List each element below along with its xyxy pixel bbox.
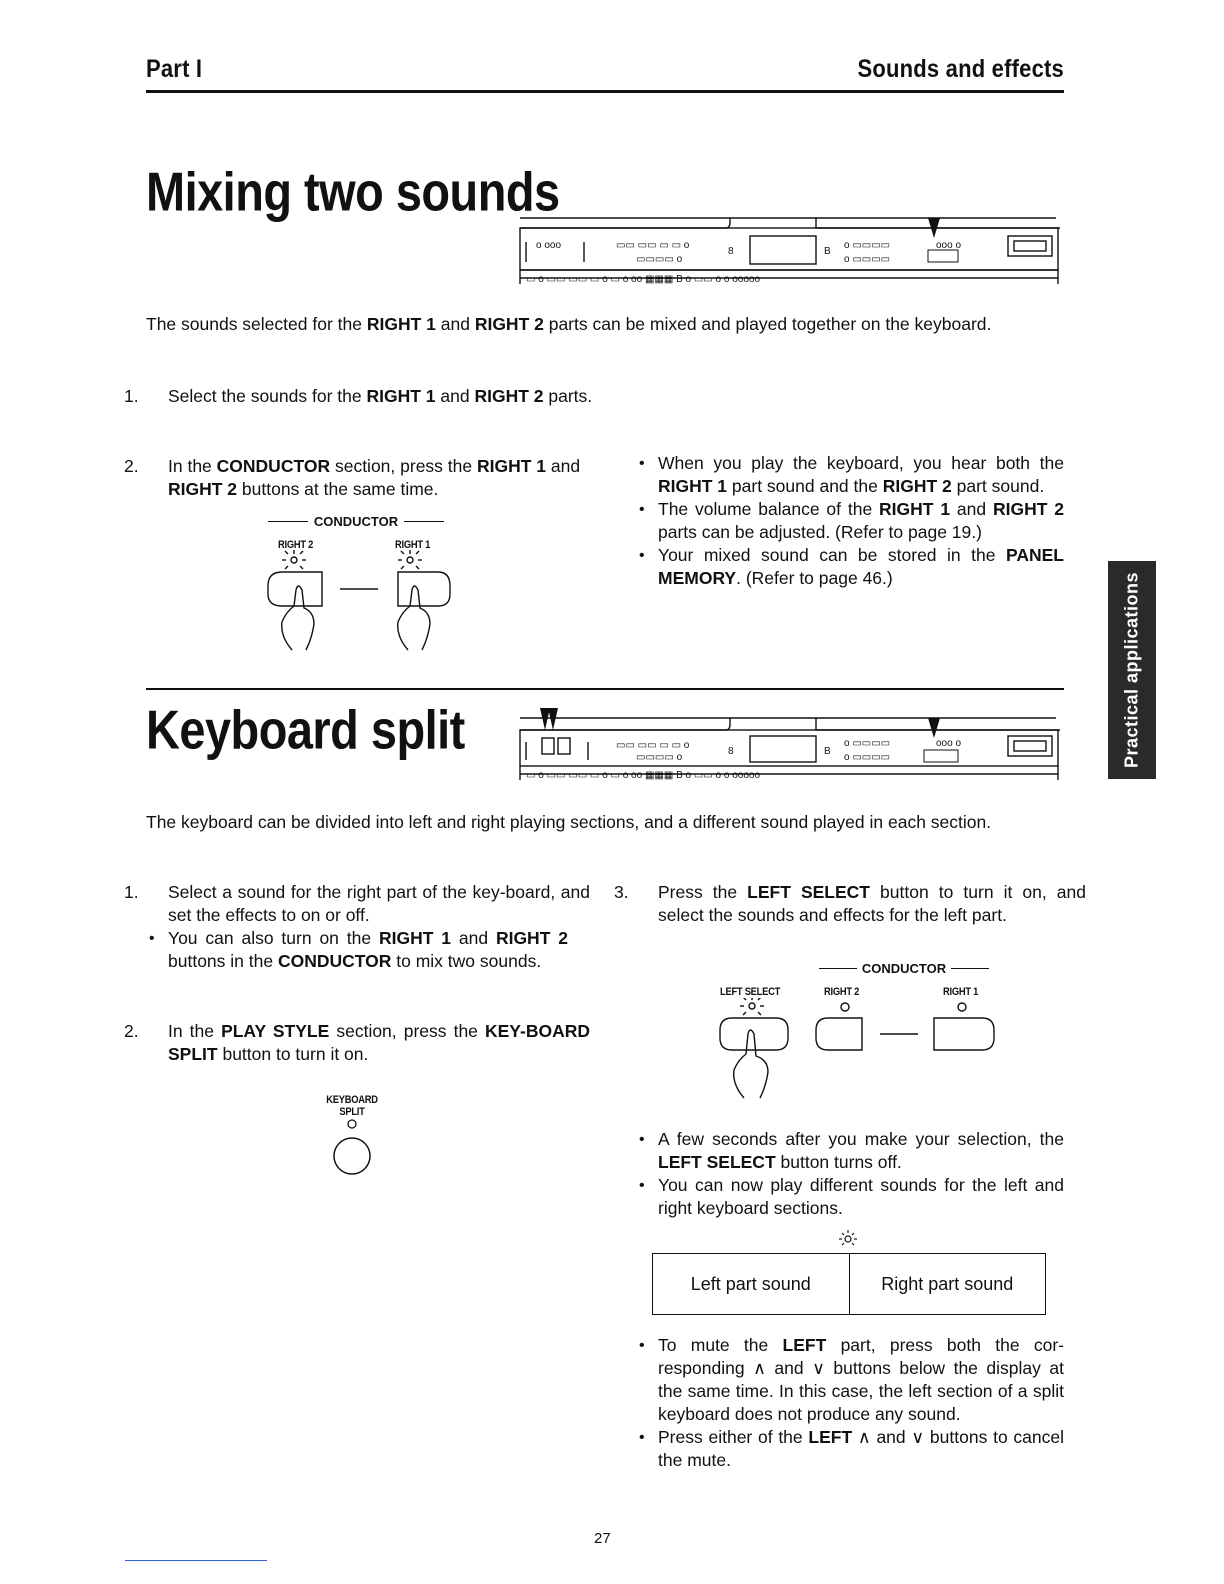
step-number: 2.: [124, 456, 139, 476]
svg-text:▭ o ▭▭ ▭▭ ▭ o ▭ o oo ▦▦: ▭ o ▭▭ ▭▭ ▭ o ▭ o oo ▦▦▦ B o ▭▭ o o ooooo: [526, 770, 761, 780]
note-bold: LEFT SELECT: [658, 1152, 776, 1172]
note-bold: LEFT: [782, 1335, 827, 1355]
split-note: [636, 1128, 1064, 1174]
split-step-2: [124, 1020, 590, 1066]
right-part-cell: Right part sound: [849, 1254, 1046, 1314]
split-note: [146, 927, 568, 973]
step-text: section, press the: [329, 1021, 485, 1041]
note-text: buttons in the: [168, 951, 278, 971]
mixing-intro-text-1: The sounds selected for the: [146, 314, 367, 334]
svg-text:o ▭▭▭▭: o ▭▭▭▭: [844, 752, 891, 763]
note-text: and: [451, 928, 496, 948]
mixing-intro-bold-2: RIGHT 2: [474, 314, 544, 334]
light-on-icon: [282, 550, 306, 569]
press-left-select-graphic: [712, 998, 1002, 1102]
step-text: section, press the: [330, 456, 477, 476]
svg-text:▭▭ ▭▭ ▭ ▭ o: ▭▭ ▭▭ ▭ ▭ o: [616, 240, 690, 251]
split-note: [636, 1334, 1064, 1426]
side-tab: [1108, 561, 1156, 779]
conductor-label: CONDUCTOR: [861, 961, 947, 976]
svg-text:o ▭▭▭▭: o ▭▭▭▭: [844, 254, 891, 265]
right1-label: RIGHT 1: [395, 539, 431, 551]
left-part-cell: Left part sound: [690, 1273, 811, 1294]
mixing-intro: [146, 313, 1064, 336]
note-text: button turns off.: [775, 1152, 902, 1172]
note-bold: RIGHT 1: [879, 499, 951, 519]
note-text: The volume balance of the: [658, 499, 880, 519]
keyboard-split-label-1: KEYBOARD: [326, 1094, 378, 1106]
mixing-step-2: [124, 455, 596, 501]
panel-diagram-split: [516, 708, 1060, 780]
split-note: [636, 1426, 1064, 1472]
note-text: You can also turn on the: [168, 928, 379, 948]
svg-text:o ▭▭▭▭: o ▭▭▭▭: [844, 240, 891, 251]
step-text: In the: [168, 1021, 222, 1041]
svg-text:▭▭▭▭ o: ▭▭▭▭ o: [636, 752, 683, 763]
keyboard-split-button: [320, 1118, 384, 1178]
step-number: 2.: [124, 1021, 139, 1041]
press-buttons-graphic: [262, 550, 462, 660]
step-text: In the: [168, 456, 217, 476]
note-bold: RIGHT 2: [882, 476, 952, 496]
note-bold: CONDUCTOR: [277, 951, 392, 971]
step-text: Select the sounds for the: [168, 386, 367, 406]
split-title: Keyboard split: [146, 699, 465, 761]
split-intro: The keyboard can be divided into left and right playing sections, and a different sound played in each section.: [146, 812, 992, 832]
note-bold: PANEL MEMORY: [658, 545, 1064, 588]
header-section: Sounds and effects: [857, 54, 1064, 83]
step-number: 1.: [124, 386, 139, 406]
conductor-label: CONDUCTOR: [313, 514, 399, 529]
panel-diagram-mixing: [516, 214, 1060, 286]
step-number: 1.: [124, 882, 139, 902]
split-note: [636, 1174, 1064, 1220]
split-notes-b: [636, 1334, 1064, 1472]
svg-text:8: 8: [728, 746, 734, 757]
light-on-icon: [740, 998, 764, 1015]
right2-label: RIGHT 2: [278, 539, 314, 551]
svg-text:B: B: [824, 746, 831, 757]
svg-text:ooo o: ooo o: [936, 240, 962, 251]
light-on-icon: [398, 550, 422, 569]
left-select-label: LEFT SELECT: [720, 986, 781, 998]
note-bold: RIGHT 2: [495, 928, 568, 948]
mixing-note: [636, 498, 1064, 544]
round-button-icon: [334, 1138, 370, 1174]
step-bold: RIGHT 1: [366, 386, 436, 406]
split-notes-a: [636, 1128, 1064, 1220]
svg-text:o ooo: o ooo: [536, 240, 562, 251]
step-bold: KEY-BOARD SPLIT: [168, 1021, 590, 1064]
split-step-3: [614, 881, 1086, 927]
note-text: to mix two sounds.: [391, 951, 542, 971]
note-text: and: [950, 499, 993, 519]
note-text: parts can be adjusted. (Refer to page 19.): [658, 522, 982, 542]
note-text: part, press both the cor-responding ∧ and ∨ buttons below the display at the same time. In this case, the left section of a split keyboard does not produce any sound.: [658, 1335, 1064, 1424]
note-text: To mute the: [658, 1335, 783, 1355]
step-text: Press the: [658, 882, 748, 902]
note-text: A few seconds after you make your selection, the: [658, 1129, 1064, 1149]
page-number: 27: [594, 1530, 611, 1547]
svg-text:▭ o ▭▭ ▭▭ ▭ o ▭ o oo ▦▦: ▭ o ▭▭ ▭▭ ▭ o ▭ o oo ▦▦▦ B o ▭▭ o o ooooo: [526, 274, 761, 285]
svg-text:B: B: [824, 246, 831, 257]
step-bold: RIGHT 2: [474, 386, 544, 406]
note-text: You can now play different sounds for the left and right keyboard sections.: [658, 1175, 1064, 1218]
step-text: button to turn it on.: [217, 1044, 369, 1064]
note-text: . (Refer to page 46.): [736, 568, 893, 588]
mixing-intro-text-3: parts can be mixed and played together on the keyboard.: [543, 314, 992, 334]
note-text: Your mixed sound can be stored in the: [658, 545, 1006, 565]
step-text: buttons at the same time.: [237, 479, 439, 499]
step-text: button to turn it on, and select the sounds and effects for the left part.: [658, 882, 1086, 925]
step-bold: LEFT SELECT: [747, 882, 870, 902]
note-bold: LEFT: [808, 1427, 853, 1447]
split-step-1: [124, 881, 590, 927]
split-sections-table: [652, 1253, 1046, 1315]
header-rule: [146, 90, 1064, 93]
step-text: parts.: [543, 386, 593, 406]
right1-label: RIGHT 1: [943, 986, 979, 998]
note-bold: RIGHT 1: [658, 476, 728, 496]
step-bold: RIGHT 1: [476, 456, 547, 476]
mixing-notes: [636, 452, 1064, 590]
conductor-illustration-split: [812, 961, 996, 976]
step-bold: CONDUCTOR: [216, 456, 331, 476]
mixing-step-1: [124, 385, 596, 408]
conductor-illustration-mixing: [266, 514, 446, 529]
step-bold: RIGHT 2: [168, 479, 238, 499]
keyboard-split-label-2: SPLIT: [339, 1106, 365, 1118]
indicator-lamp-icon: [958, 1003, 966, 1011]
step-bold: PLAY STYLE: [221, 1021, 330, 1041]
note-text: Press either of the: [658, 1427, 809, 1447]
step-text: Select a sound for the right part of the key-board, and set the effects to on or off.: [168, 882, 590, 925]
footer-rule: [125, 1560, 267, 1561]
mixing-note: [636, 544, 1064, 590]
note-bold: RIGHT 2: [992, 499, 1064, 519]
right2-label: RIGHT 2: [824, 986, 860, 998]
mixing-intro-text-2: and: [435, 314, 475, 334]
mixing-title: Mixing two sounds: [146, 161, 560, 223]
svg-text:▭▭ ▭▭ ▭ ▭ o: ▭▭ ▭▭ ▭ ▭ o: [616, 740, 690, 751]
svg-text:o ▭▭▭▭: o ▭▭▭▭: [844, 738, 891, 749]
indicator-lamp-icon: [348, 1120, 356, 1128]
mixing-note: [636, 452, 1064, 498]
mixing-intro-bold-1: RIGHT 1: [366, 314, 436, 334]
section-divider: [146, 688, 1064, 690]
split-step-1-note: [146, 927, 568, 973]
header-part: Part I: [146, 54, 203, 83]
note-text: ∧ and ∨ buttons to cancel the mute.: [658, 1427, 1064, 1470]
step-text: and: [546, 456, 581, 476]
indicator-lamp-icon: [841, 1003, 849, 1011]
step-number: 3.: [614, 882, 629, 902]
light-on-icon: [836, 1228, 860, 1250]
step-text: and: [435, 386, 475, 406]
note-bold: RIGHT 1: [378, 928, 452, 948]
keyboard-split-illustration: [320, 1094, 384, 1183]
note-text: part sound.: [951, 476, 1045, 496]
note-text: When you play the keyboard, you hear both the: [658, 453, 1064, 473]
note-text: part sound and the: [727, 476, 883, 496]
svg-text:ooo o: ooo o: [936, 738, 962, 749]
svg-text:▭▭▭▭ o: ▭▭▭▭ o: [636, 254, 683, 265]
side-tab-label: Practical applications: [1121, 571, 1142, 769]
svg-text:8: 8: [728, 246, 734, 257]
